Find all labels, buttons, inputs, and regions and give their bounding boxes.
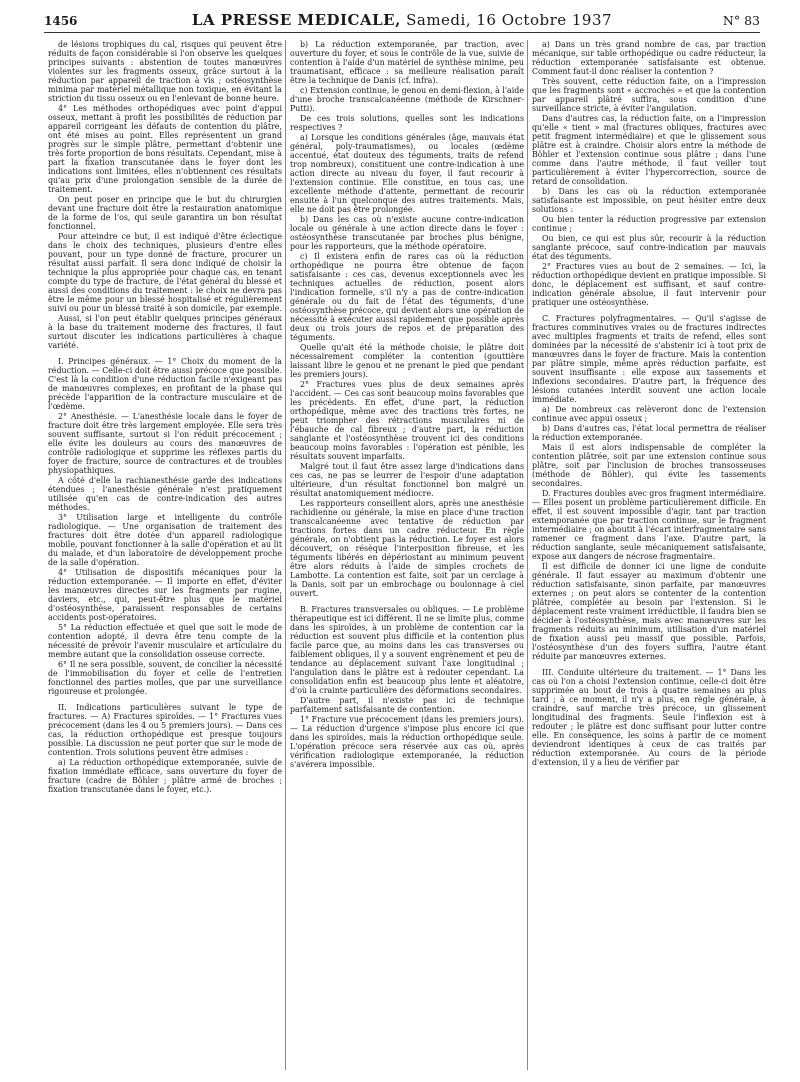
paragraph: a) La réduction orthopédique extemporanée, suivie de fixation immédiate efficace, sans ouverture du foyer de fracture (cadre de Böhler ; plâtre armé de broches ; fixation transcutanée dans le foyer, etc.). xyxy=(48,758,282,794)
paragraph: A côté d'elle la rachianesthésie garde des indications étendues ; l'anesthésie générale n'est pratiquement utilisée qu'en cas de contre-indication des autres méthodes. xyxy=(48,476,282,512)
paragraph: B. Fractures transversales ou obliques. — Le problème thérapeutique est ici différent. Il ne se limite plus, comme dans les spiroïdes, à un problème de contention car la réduction est souvent plus difficile et la contention plus facile parce que, au moins dans les cas transverses ou faiblement obliques, il y a souvent engrènement et peu de tendance au déplacement suivant l'axe longitudinal ; l'angulation dans le plâtre est à redouter cependant. La consolidation enfin est beaucoup plus lente et aléatoire, d'où la crainte particulière des déformations secondaires. xyxy=(290,605,524,695)
paragraph: a) De nombreux cas relèveront donc de l'extension continue avec appui osseux ; xyxy=(532,405,766,423)
paragraph: a) Lorsque les conditions générales (âge, mauvais état général, poly-traumatismes), ou locales (œdème accentué, état douteux des téguments, traits de refend trop nombreux), constituent une contre-indication à une action directe au niveau du foyer, il faut recourir à l'extension continue. Elle constitue, en tous cas, une excellente méthode d'attente, permettant de recourir ensuite à l'un quelconque des autres traitements. Mais, elle ne doit pas être prolongée. xyxy=(290,133,524,214)
issue-number: N° 83 xyxy=(722,13,760,28)
paragraph: Très souvent, cette réduction faite, on a l'impression que les fragments sont « accrochés » et que la contention par appareil plâtré suffira, sous condition d'une surveillance stricte, à éviter l'angulation. xyxy=(532,77,766,113)
issue-date: Samedi, 16 Octobre 1937 xyxy=(406,11,613,29)
journal-header xyxy=(44,11,760,29)
paragraph: 2° Fractures vues plus de deux semaines après l'accident. — Ces cas sont beaucoup moins favorables que les précédents. En effet, d'une part, la réduction orthopédique, même avec des tractions très fortes, ne peut triompher des rétractions musculaires ni de l'ébauche de cal fibreux ; d'autre part, la réduction sanglante et l'ostéosynthèse trouvent ici des conditions beaucoup moins favorables : l'opération est pénible, les résultats souvent imparfaits. xyxy=(290,380,524,461)
paragraph: I. Principes généraux. — 1° Choix du moment de la réduction. — Celle-ci doit être aussi précoce que possible. C'est là la condition d'une réduction facile n'exigeant pas de manœuvres complexes, en profitant de la phase qui précède l'apparition de la contracture musculaire et de l'œdème. xyxy=(48,357,282,411)
text-column-2 xyxy=(290,40,524,1070)
paragraph: C. Fractures polyfragmentaires. — Qu'il s'agisse de fractures comminutives vraies ou de fractures indirectes avec multiples fragments et traits de refend, elles sont dominées par la nécessité de s'abstenir ici à tout prix de manœuvres dans le foyer de fracture. Mais la contention par plâtre simple, même après réduction parfaite, est souvent insuffisante : elle expose aux tassements et inflexions secondaires. D'autre part, la fréquence des lésions cutanées interdit souvent une action locale immédiate. xyxy=(532,314,766,404)
paragraph: 5° La réduction effectuée et quel que soit le mode de contention adopté, il devra être tenu compte de la nécessité de prévoir l'avenir musculaire et articulaire du membre autant que la consolidation osseuse correcte. xyxy=(48,623,282,659)
paragraph: 2° Fractures vues au bout de 2 semaines. — Ici, la réduction orthopédique devient en pratique impossible. Si donc, le déplacement est suffisant, et sauf contre-indication générale absolue, il faut intervenir pour pratiquer une ostéosynthèse. xyxy=(532,262,766,307)
header-rule xyxy=(44,32,760,33)
paragraph: Aussi, si l'on peut établir quelques principes généraux à la base du traitement moderne des fractures, il faut surtout discuter les indications particulières à chaque variété. xyxy=(48,314,282,350)
text-column-1 xyxy=(48,40,282,1070)
journal-title: LA PRESSE MEDICALE, xyxy=(191,11,401,29)
page-header xyxy=(44,8,760,34)
paragraph: b) La réduction extemporanée, par traction, avec ouverture du foyer, et sous le contrôle de la vue, suivie de contention à l'aide d'un matériel de synthèse minime, peu traumatisant, efficace : sa meilleure réalisation paraît être la technique de Danis (cf. infra). xyxy=(290,40,524,85)
paragraph: 6° Il ne sera possible, souvent, de concilier la nécessité de l'immobilisation du foyer et celle de l'entretien fonctionnel des parties molles, que par une surveillance rigoureuse et prolongée. xyxy=(48,660,282,696)
paragraph: Malgré tout il faut être assez large d'indications dans ces cas, ne pas se leurrer de l'espoir d'une adaptation ultérieure, d'un résultat fonctionnel bon malgré un résultat anatomiquement médiocre. xyxy=(290,462,524,498)
paragraph: 4° Utilisation de dispositifs mécaniques pour la réduction extemporanée. — Il importe en effet, d'éviter les manœuvres directes sur les fragments par rugine, daviers, etc., qui, peut-être plus que le matériel d'ostéosynthèse, paraissent responsables de certains accidents post-opératoires. xyxy=(48,568,282,622)
column-divider xyxy=(285,40,286,1070)
paragraph: De ces trois solutions, quelles sont les indications respectives ? xyxy=(290,114,524,132)
paragraph: 4° Les méthodes orthopédiques avec point d'appui osseux, mettant à profit les possibilités de réduction par appareil corrigeant les défauts de contention du plâtre, ont été mises au point. Elles représentent un grand progrès sur le simple plâtre, permettant d'obtenir une très forte proportion de bons résultats. Cependant, mise à part la fixation transcutanée dans le foyer dont les indications sont limitées, elles n'obtiennent ces résultats qu'au prix d'une prolongation sensible de la durée de traitement. xyxy=(48,104,282,194)
paragraph: Ou bien, ce qui est plus sûr, recourir à la réduction sanglante précoce, sauf contre-indication par mauvais état des téguments. xyxy=(532,234,766,261)
text-column-3 xyxy=(532,40,766,1070)
paragraph: Les rapporteurs conseillent alors, après une anesthésie rachidienne ou générale, la mise en place d'une traction transcalcanéenne avec tentative de réduction par tractions fortes dans un cadre réducteur. En règle générale, on n'obtient pas la réduction. Le foyer est alors découvert, on résèque l'interposition fibreuse, et les téguments libérés en dépériostant au minimum peuvent être alors réduits à l'aide de simples crochets de Lambotte. La contention est faite, soit par un cerclage à la Danis, soit par un embrochage ou boulonnage à ciel ouvert. xyxy=(290,499,524,598)
paragraph: b) Dans d'autres cas, l'état local permettra de réaliser la réduction extemporanée. xyxy=(532,424,766,442)
paragraph: c) Extension continue, le genou en demi-flexion, à l'aide d'une broche transcalcanéenne (méthode de Kirschner-Putti). xyxy=(290,86,524,113)
paragraph: 3° Utilisation large et intelligente du contrôle radiologique. — Une organisation de traitement des fractures doit être dotée d'un appareil radiologique mobile, pouvant fonctionner à la salle d'opération et au lit du malade, et d'un laboratoire de développement proche de la salle d'opération. xyxy=(48,513,282,567)
paragraph: Pour atteindre ce but, il est indiqué d'être éclectique dans le choix des techniques, plusieurs d'entre elles pouvant, pour un type donné de fracture, procurer un résultat aussi parfait. Il sera donc indiqué de choisir la technique la plus appropriée pour chaque cas, en tenant compte du type de fracture, de l'état général du blessé et aussi des conditions du traitement : le choix ne devra pas être le même pour un blessé hospitalisé et régulièrement suivi ou pour un blessé traité à son domicile, par exemple. xyxy=(48,232,282,313)
paragraph: On peut poser en principe que le but du chirurgien devant une fracture doit être la restauration anatomique de la forme de l'os, qui seule garantira un bon résultat fonctionnel. xyxy=(48,195,282,231)
paragraph: b) Dans les cas où la réduction extemporanée satisfaisante est impossible, on peut hésiter entre deux solutions : xyxy=(532,187,766,214)
paragraph: Ou bien tenter la réduction progressive par extension continue ; xyxy=(532,215,766,233)
column-divider xyxy=(527,40,528,1070)
page-number: 1456 xyxy=(44,14,78,28)
paragraph: Quelle qu'ait été la méthode choisie, le plâtre doit nécessairement compléter la contention (gouttière laissant libre le genou et ne prenant le pied que pendant les premiers jours). xyxy=(290,343,524,379)
paragraph: II. Indications particulières suivant le type de fractures. — A) Fractures spiroïdes. — 1° Fractures vues précocement (dans les 4 ou 5 premiers jours). — Dans ces cas, la réduction orthopédique est presque toujours possible. La discussion ne peut porter que sur le mode de contention. Trois solutions peuvent être admises : xyxy=(48,703,282,757)
paragraph: 1° Fracture vue précocement (dans les premiers jours). — La réduction d'urgence s'impose plus encore ici que dans les spiroïdes, mais la réduction orthopédique seule. L'opération précoce sera réservée aux cas où, après vérification radiologique extemporanée, la réduction s'avérera impossible. xyxy=(290,715,524,769)
paragraph: c) Il existera enfin de rares cas où la réduction orthopédique ne pourra être obtenue de façon satisfaisante : ces cas, devenus exceptionnels avec les techniques actuelles de réduction, posent alors l'indication formelle, s'il n'y a pas de contre-indication générale ou du fait de l'état des téguments, d'une ostéosynthèse précoce, qui devient alors une opération de nécessité à exécuter aussi rapidement que possible après deux ou trois jours de repos et de préparation des téguments. xyxy=(290,252,524,342)
paragraph: Il est difficile de donner ici une ligne de conduite générale. Il faut essayer au maximum d'obtenir une réduction satisfaisante, sinon parfaite, par manœuvres externes ; on peut alors se contenter de la contention plâtrée, complétée au besoin par l'extension. Si le déplacement reste vraiment irréductible, il faudra bien se décider à l'ostéosynthèse, mais avec manœuvres sur les fragments réduits au minimum, utilisation d'un matériel de fixation aussi peu massif que possible. Parfois, l'ostéosynthèse d'un des foyers suffira, l'autre étant réduite par manœuvres externes. xyxy=(532,562,766,661)
paragraph: b) Dans les cas où n'existe aucune contre-indication locale ou générale à une action directe dans le foyer : ostéosynthèse transcutanée par broches plus bénigne, pour les rapporteurs, que la méthode opératoire. xyxy=(290,215,524,251)
paragraph: Dans d'autres cas, la réduction faite, on a l'impression qu'elle « tient » mal (fractures obliques, fractures avec petit fragment intermédiaire) et que le glissement sous plâtre est à craindre. Choisir alors entre la méthode de Böhler et l'extension continue sous plâtre ; dans l'une comme dans l'autre méthode, il faut veiller tout particulièrement à éviter l'hypercorrection, source de retard de consolidation. xyxy=(532,114,766,186)
paragraph: 2° Anesthésie. — L'anesthésie locale dans le foyer de fracture doit être très largement employée. Elle sera très souvent suffisante, surtout si l'on réduit précocement ; elle évite les douleurs au cours des manœuvres de contrôle radiologique et supprime les réflexes partis du foyer de fracture, source de contractures et de troubles physiopathiques. xyxy=(48,412,282,475)
paragraph: III. Conduite ultérieure du traitement. — 1° Dans les cas où l'on a choisi l'extension continue, celle-ci doit être supprimée au bout de trois à quatre semaines au plus tard ; à ce moment, il n'y a plus, en règle générale, à craindre, sauf marche très précoce, un glissement longitudinal des fragments. Seule l'inflexion est à redouter ; le plâtre est donc suffisant pour lutter contre elle. En conséquence, les soins à partir de ce moment deviendront identiques à ceux de cas traités par réduction extemporanée. Au cours de la période d'extension, il y a lieu de vérifier par xyxy=(532,668,766,767)
paragraph: D. Fractures doubles avec gros fragment intermédiaire. — Elles posent un problème particulièrement difficile. En effet, il est souvent impossible d'agir, tant par traction extemporanée que par traction continue, sur le fragment intermédiaire ; on aboutit à l'écart interfragmentaire sans ramener ce fragment dans l'axe. D'autre part, la réduction sanglante, seule mécaniquement satisfaisante, expose aux dangers de nécrose fragmentaire. xyxy=(532,489,766,561)
paragraph: de lésions trophiques du cal, risques qui peuvent être réduits de façon considérable si l'on observe les quelques principes suivants : abstention de toutes manœuvres violentes sur les fragments osseux, grâce surtout à la réduction par appareil de traction à vis ; ostéosynthèse minima par matériel métallique non toxique, en évitant la striction du tissu osseux ou en l'enlevant de bonne heure. xyxy=(48,40,282,103)
paragraph: Mais il est alors indispensable de compléter la contention plâtrée, soit par une extension continue sous plâtre, soit par l'inclusion de broches transosseuses (méthode de Böhler), qui évite les tassements secondaires. xyxy=(532,443,766,488)
paragraph: a) Dans un très grand nombre de cas, par traction mécanique, sur table orthopédique ou cadre réducteur, la réduction extemporanée satisfaisante est obtenue. Comment faut-il donc réaliser la contention ? xyxy=(532,40,766,76)
paragraph: D'autre part, il n'existe pas ici de technique parfaitement satisfaisante de contention. xyxy=(290,696,524,714)
